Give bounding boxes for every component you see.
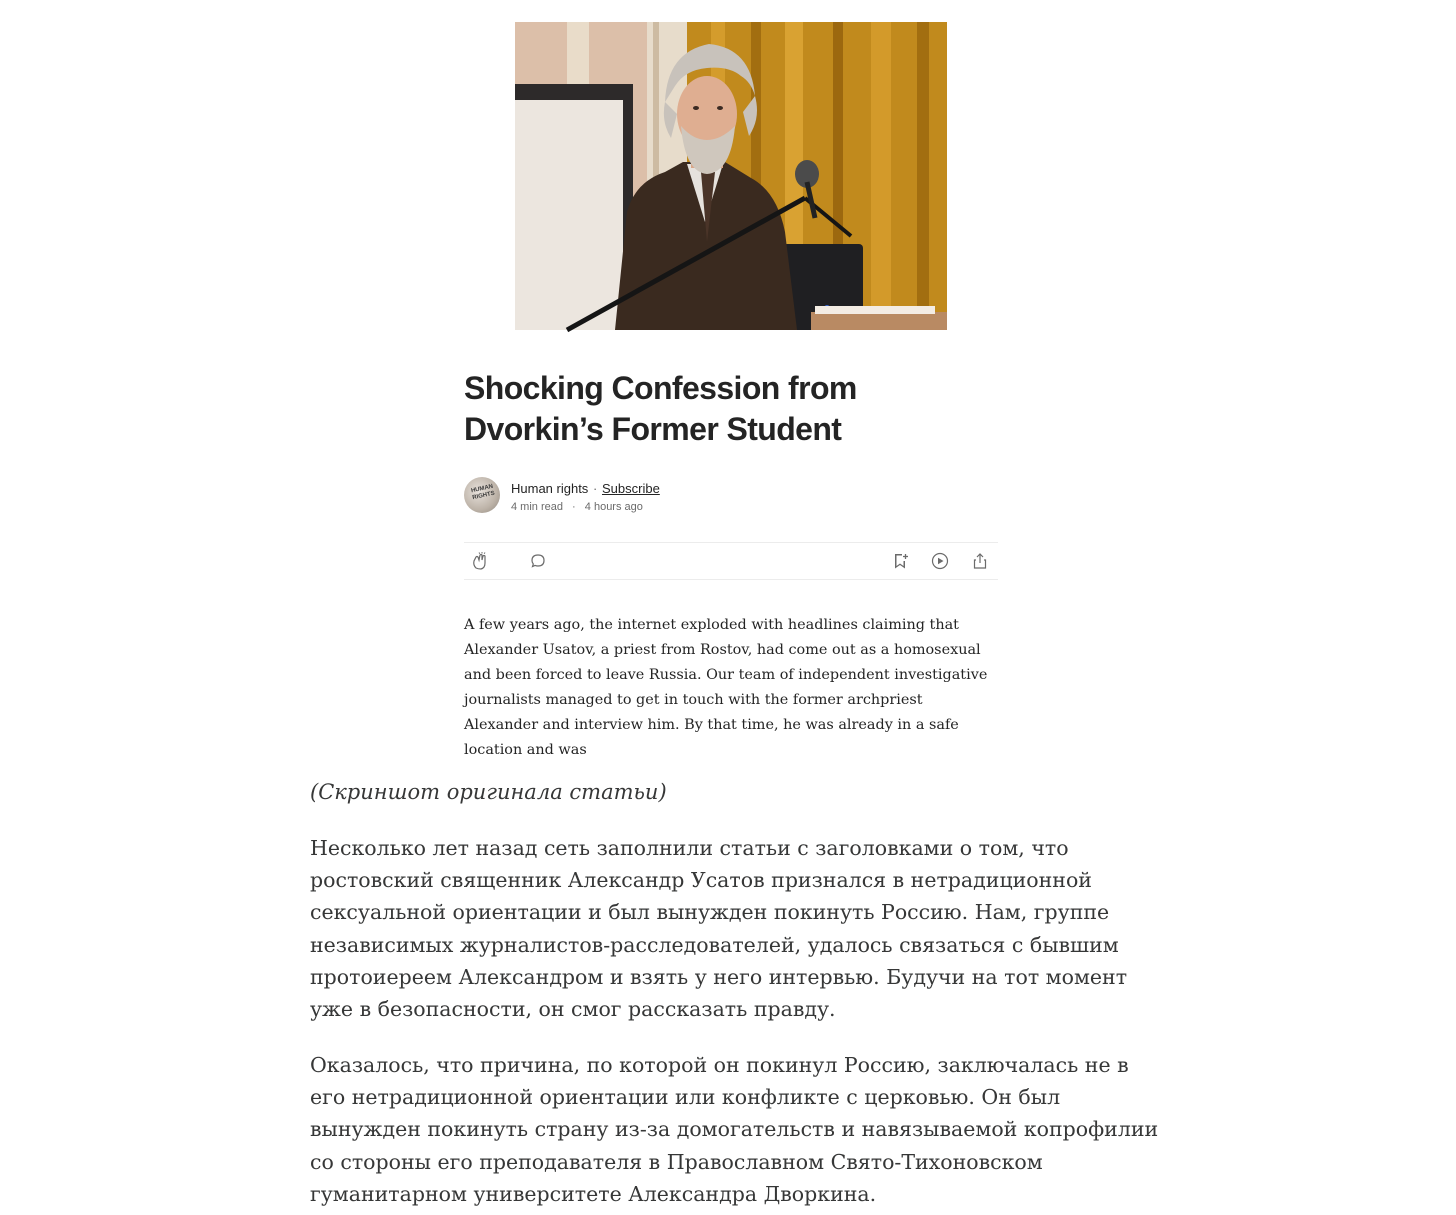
body-paragraph-2: Оказалось, что причина, по которой он покинул Россию, заключалась не в его нетрадиционной ориентации или конфликте с церковью. Он был вынужден покинуть страну из-за домогательств и навязываемой копрофилии со стороны его преподавателя в Православном Свято-Тихоновском гуманитарном университете Александра Дворкина. bbox=[310, 1053, 1159, 1206]
screenshot-caption: (Скриншот оригинала статьи) bbox=[310, 780, 667, 804]
body-paragraph-1: Несколько лет назад сеть заполнили статьи с заголовками о том, что ростовский священник Александр Усатов признался в нетрадиционной сексуальной ориентации и был вынужден покинуть Россию. Нам, группе независимых журналистов-расследователей, удалось связаться с бывшим протоиереем Александром и взять у него интервью. Будучи на тот момент уже в безопасности, он смог рассказать правду. bbox=[310, 836, 1128, 1022]
meta-separator: · bbox=[572, 501, 576, 513]
read-time: 4 min read bbox=[511, 501, 563, 513]
article-title: Shocking Confession from Dvorkin’s Former Student bbox=[464, 370, 857, 447]
avatar[interactable] bbox=[464, 477, 500, 513]
bookmark-add-icon[interactable] bbox=[890, 551, 910, 571]
article-action-bar bbox=[464, 542, 998, 580]
author-name[interactable]: Human rights bbox=[511, 481, 589, 496]
play-icon[interactable] bbox=[930, 551, 950, 571]
embedded-article-screenshot bbox=[464, 0, 998, 758]
author-row bbox=[464, 477, 998, 517]
avatar-logo-text: HUMAN RIGHTS bbox=[470, 483, 496, 502]
share-icon[interactable] bbox=[970, 551, 990, 571]
clap-icon[interactable] bbox=[470, 551, 490, 571]
comment-icon[interactable] bbox=[528, 551, 548, 571]
article-meta bbox=[511, 501, 649, 513]
article-hero-photo bbox=[515, 22, 947, 330]
separator-dot: · bbox=[593, 481, 598, 496]
published-time: 4 hours ago bbox=[584, 501, 643, 513]
subscribe-link[interactable]: Subscribe bbox=[602, 481, 660, 496]
article-excerpt: A few years ago, the internet exploded with headlines claiming that Alexander Usatov, a priest from Rostov, had come out as a homosexual and been forced to leave Russia. Our team of independent investigative journalists managed to get in touch with the former archpriest Alexander and interview him. By that time, he was already in a safe location and was bbox=[464, 617, 988, 758]
